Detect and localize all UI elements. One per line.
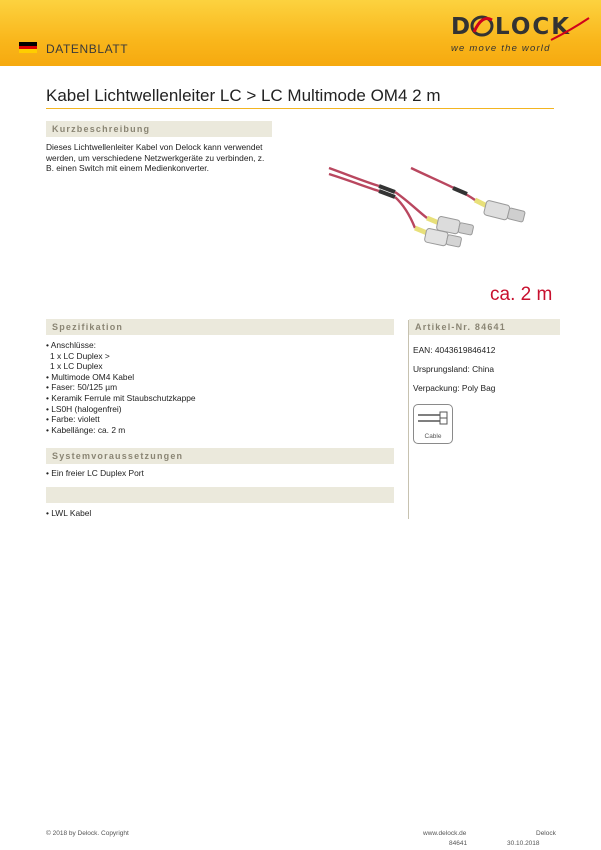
footer-copyright: © 2018 by Delock. Copyright <box>46 830 129 837</box>
packaging-text: Verpackung: Poly Bag <box>413 383 496 393</box>
datasheet-label: DATENBLATT <box>46 42 129 56</box>
system-requirements-list <box>46 468 144 479</box>
footer-date: 30.10.2018 <box>507 840 540 847</box>
system-requirements-heading: Systemvoraussetzungen <box>46 448 394 464</box>
short-description-line: werden, um verschiedene Netzwerkgeräte zu verbinden, z. <box>46 152 265 163</box>
cable-icon <box>413 404 453 444</box>
svg-text:LOCK: LOCK <box>495 14 572 40</box>
svg-text:D: D <box>451 14 473 40</box>
specification-item: • LS0H (halogenfrei) <box>46 403 122 414</box>
cable-icon-label: Cable <box>424 433 442 440</box>
specification-item: • Faser: 50/125 µm <box>46 382 118 393</box>
header-banner <box>0 0 601 66</box>
footer-brand: Delock <box>536 830 556 837</box>
specification-item: • Anschlüsse: <box>46 340 96 350</box>
package-contents-list <box>46 508 91 519</box>
package-contents-heading <box>46 487 394 503</box>
system-requirements-item: • Ein freier LC Duplex Port <box>46 468 144 478</box>
short-description-line: Dieses Lichtwellenleiter Kabel von Delock kann verwendet <box>46 142 263 152</box>
specification-item: • Multimode OM4 Kabel <box>46 371 135 382</box>
logo-tagline: we move the world <box>451 43 551 54</box>
title-divider <box>46 108 554 109</box>
specification-item: • Keramik Ferrule mit Staubschutzkappe <box>46 392 196 403</box>
short-description-line: B. einen Switch mit einem Medienkonverter. <box>46 163 209 174</box>
footer-article-number: 84641 <box>449 840 468 847</box>
german-flag-icon <box>19 42 37 53</box>
delock-logo <box>451 10 591 58</box>
package-contents-item: • LWL Kabel <box>46 508 92 518</box>
footer-url[interactable]: www.delock.de <box>423 830 467 837</box>
specification-item: • Kabellänge: ca. 2 m <box>46 424 126 435</box>
short-description-text <box>46 142 306 174</box>
column-divider <box>408 320 409 519</box>
page-title: Kabel Lichtwellenleiter LC > LC Multimode OM4 2 m <box>46 86 441 105</box>
specification-item: • Farbe: violett <box>46 414 100 425</box>
ean-text: EAN: 4043619846412 <box>413 345 496 355</box>
short-description-heading: Kurzbeschreibung <box>46 121 272 137</box>
specification-list <box>46 340 196 435</box>
specification-heading: Spezifikation <box>46 319 394 335</box>
length-label: ca. 2 m <box>490 284 553 305</box>
specification-item: 1 x LC Duplex <box>50 361 103 372</box>
specification-item: 1 x LC Duplex > <box>50 350 110 361</box>
article-number-heading: Artikel-Nr. 84641 <box>409 319 560 335</box>
product-image <box>311 120 555 306</box>
origin-text: Ursprungsland: China <box>413 364 495 374</box>
